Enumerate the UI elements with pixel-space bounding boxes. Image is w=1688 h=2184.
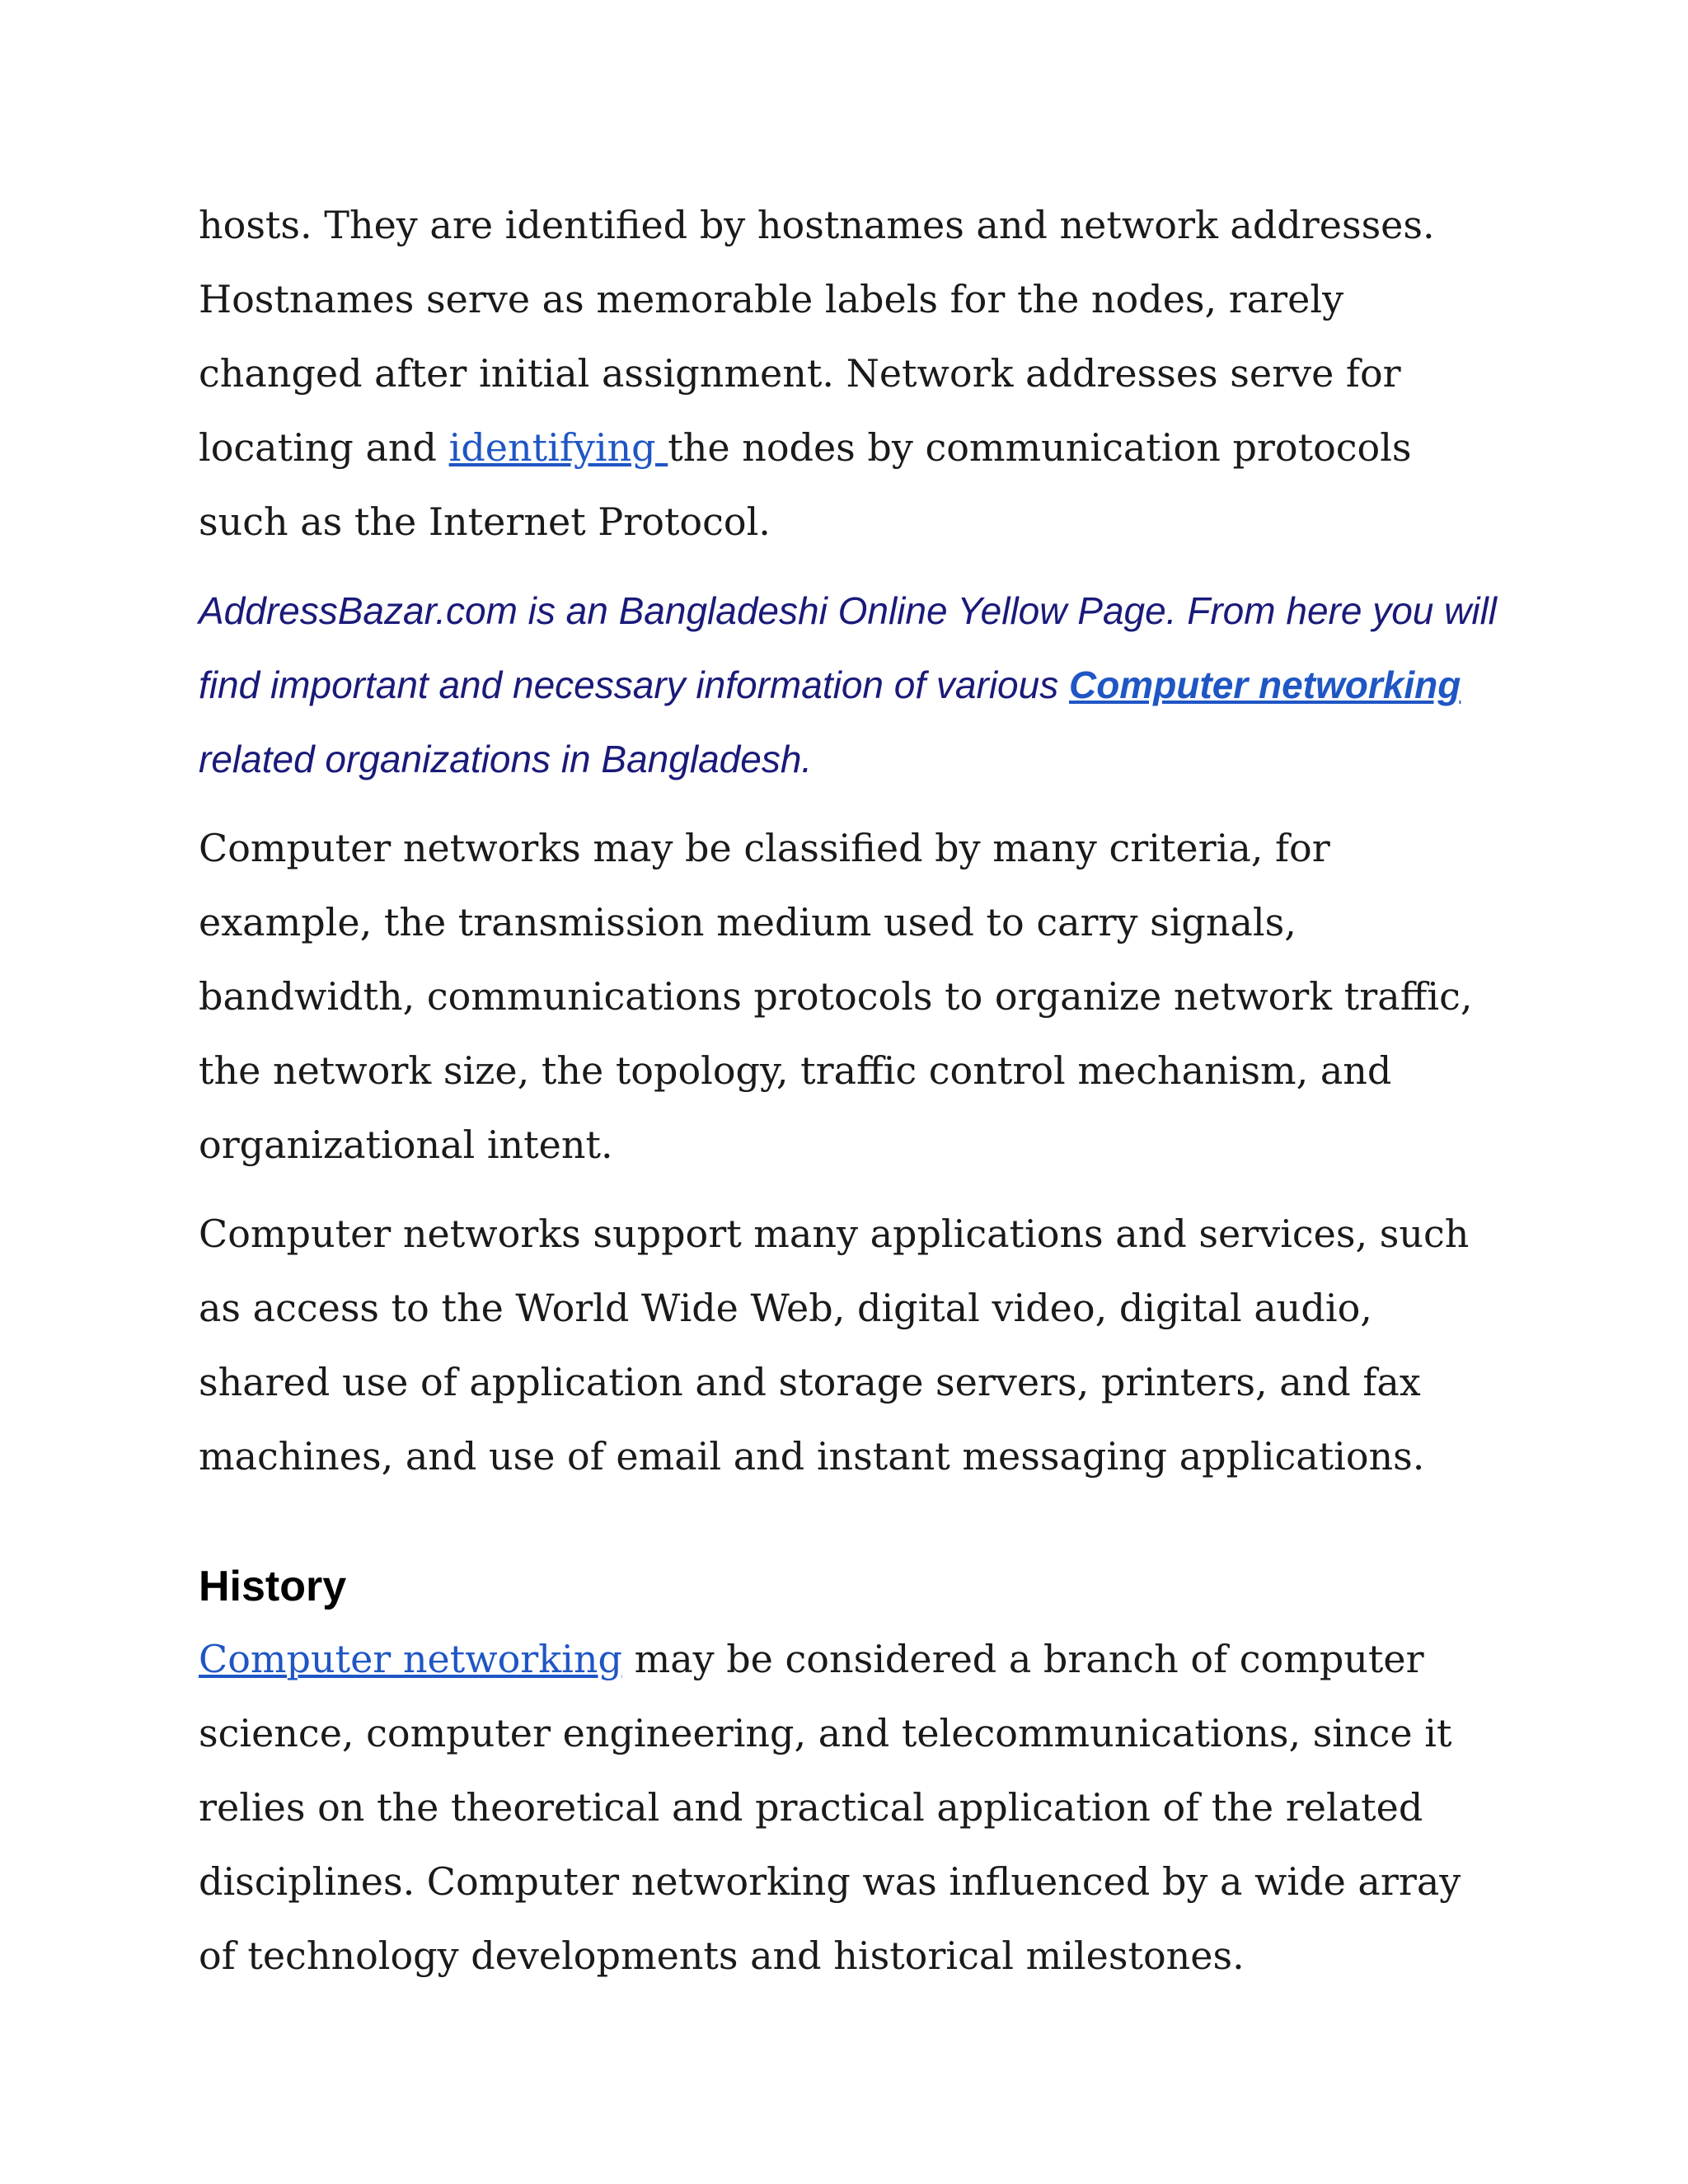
paragraph-applications: Computer networks support many applications and services, such as access to the World Wide Web, digital video, digital audio, shared use of application and storage servers, printers, and fax machines, and use of email and instant messaging applications. — [199, 1212, 1470, 1479]
computer-networking-promo-link[interactable]: Computer networking — [1068, 663, 1461, 706]
history-heading: History — [199, 1563, 347, 1610]
paragraph-hosts-text-a: hosts. They are identified by hostnames and network addresses. Hostnames serve as memorable labels for the nodes, rarely changed after initial assignment. Network addresses serve for locating and — [199, 203, 1435, 470]
document-body — [199, 188, 1501, 2008]
history-text: may be considered a branch of computer science, computer engineering, and telecommunications, since it relies on the theoretical and practical application of the related disciplines. Computer networking was influenced by a wide array of technology developments and historical milestones. — [199, 1637, 1461, 1978]
paragraph-history — [199, 1622, 1501, 1993]
addressbazar-promo — [199, 574, 1501, 796]
computer-networking-link[interactable]: Computer networking — [199, 1637, 622, 1681]
identifying-link[interactable]: identifying — [448, 425, 668, 470]
promo-text-a: AddressBazar.com is an Bangladeshi Online Yellow Page. From here you will find important and necessary information of various — [199, 589, 1498, 706]
paragraph-hosts-text-b: the nodes by communication protocols such as the Internet Protocol. — [199, 425, 1412, 544]
paragraph-classification: Computer networks may be classified by many criteria, for example, the transmission medium used to carry signals, bandwidth, communications protocols to organize network traffic, the network size, the topology, traffic control mechanism, and organizational intent. — [199, 826, 1473, 1167]
promo-text-b: related organizations in Bangladesh. — [199, 738, 813, 780]
paragraph-hosts — [199, 188, 1501, 559]
